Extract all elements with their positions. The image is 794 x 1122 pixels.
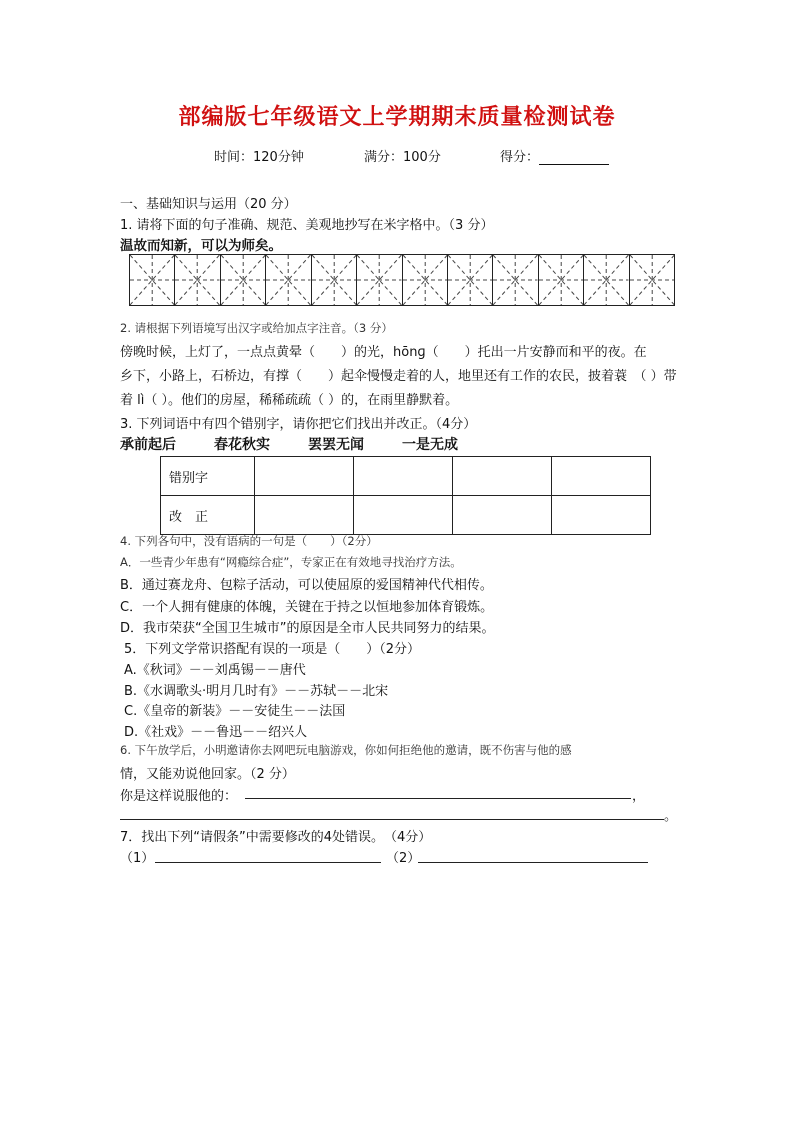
mizi-cell[interactable] — [312, 255, 357, 305]
q6-comma: ， — [632, 789, 646, 804]
mizi-cell[interactable] — [584, 255, 629, 305]
mizi-cell[interactable] — [175, 255, 220, 305]
question-3: 3. 下列词语中有四个错别字，请你把它们找出并改正。（4分） — [120, 417, 477, 432]
mizi-cell[interactable] — [539, 255, 584, 305]
mizi-grid[interactable] — [129, 254, 675, 306]
idiom-4: 一是无成 — [402, 437, 458, 453]
question-2: 2. 请根据下列语境写出汉字或给加点字注音。（3 分） — [120, 321, 393, 335]
table-row — [161, 457, 651, 496]
question-6: 6. 下午放学后，小明邀请你去网吧玩电脑游戏，你如何拒绝他的邀请，既不伤害与他的感 — [120, 743, 572, 757]
answer-line[interactable] — [245, 797, 631, 799]
mizi-cell[interactable] — [493, 255, 538, 305]
answer-cell[interactable] — [552, 496, 651, 535]
section-heading: 一、基础知识与运用（20 分） — [120, 197, 297, 212]
q5-option-b: B.《水调歌头·明月几时有》－－苏轼－－北宋 — [124, 684, 389, 699]
mizi-cell[interactable] — [357, 255, 402, 305]
question-7: 7．找出下列“请假条”中需要修改的4处错误。 （4分） — [120, 830, 432, 845]
answer-cell[interactable] — [453, 457, 552, 496]
q5-option-a: A.《秋词》－－刘禹锡－－唐代 — [124, 663, 306, 678]
answer-cell[interactable] — [255, 496, 354, 535]
score-label: 得分： — [500, 150, 540, 165]
q4-option-c: C．一个人拥有健康的体魄，关键在于持之以恒地参加体育锻炼。 — [120, 600, 494, 615]
question-5: 5．下列文学常识搭配有误的一项是（ ）（2分） — [124, 642, 421, 657]
answer-cell[interactable] — [255, 457, 354, 496]
question-4: 4. 下列各句中，没有语病的一句是（ ）（2分） — [120, 534, 378, 548]
answer-line[interactable] — [155, 861, 381, 863]
answer-cell[interactable] — [552, 457, 651, 496]
idiom-list — [120, 434, 496, 454]
q4-option-d: D．我市荣获“全国卫生城市”的原因是全市人民共同努力的结果。 — [120, 621, 495, 636]
idiom-1: 承前起后 — [120, 437, 176, 453]
mizi-cell[interactable] — [221, 255, 266, 305]
page-title: 部编版七年级语文上学期期末质量检测试卷 — [178, 105, 616, 130]
row-label-correct: 改 正 — [161, 496, 255, 535]
mizi-cell[interactable] — [630, 255, 674, 305]
mizi-cell[interactable] — [448, 255, 493, 305]
q2-line-1: 傍晚时候，上灯了，一点点黄晕（ ）的光，hōnɡ（ ）托出一片安静而和平的夜。在 — [120, 345, 647, 360]
copy-sentence: 温故而知新，可以为师矣。 — [120, 238, 282, 254]
score-blank[interactable] — [539, 150, 609, 165]
answer-line[interactable] — [418, 861, 648, 863]
question-6-cont: 情，又能劝说他回家。（2 分） — [120, 767, 295, 782]
q2-line-2: 乡下，小路上，石桥边，有撑（ ）起伞慢慢走着的人，地里还有工作的农民，披着蓑 （ ）带 — [120, 369, 677, 384]
idiom-2: 春花秋实 — [214, 437, 270, 453]
q5-option-d: D.《社戏》－－鲁迅－－绍兴人 — [124, 725, 308, 740]
q4-option-a: A．一些青少年患有“网瘾综合症”，专家正在有效地寻找治疗方法。 — [120, 555, 462, 569]
answer-cell[interactable] — [453, 496, 552, 535]
correction-table — [160, 456, 651, 535]
q7-num-1: （1） — [120, 851, 155, 866]
answer-cell[interactable] — [354, 457, 453, 496]
q5-option-c: C.《皇帝的新装》－－安徒生－－法国 — [124, 704, 346, 719]
question-1: 1. 请将下面的句子准确、规范、美观地抄写在米字格中。（3 分） — [120, 218, 494, 233]
q7-num-2: （2） — [386, 851, 421, 866]
mizi-cell[interactable] — [403, 255, 448, 305]
answer-cell[interactable] — [354, 496, 453, 535]
exam-time: 时间：120分钟 — [214, 150, 304, 165]
full-score: 满分：100分 — [364, 150, 441, 165]
q6-period: 。 — [664, 809, 678, 824]
mizi-cell[interactable] — [266, 255, 311, 305]
score-field — [500, 146, 609, 165]
q6-prompt: 你是这样说服他的： — [120, 789, 238, 804]
table-row — [161, 496, 651, 535]
idiom-3: 罢罢无闻 — [308, 437, 364, 453]
answer-line[interactable] — [120, 818, 664, 820]
q2-line-3: 着 lì（ ）。他们的房屋，稀稀疏疏（ ）的，在雨里静默着。 — [120, 393, 459, 408]
row-label-wrong: 错别字 — [161, 457, 255, 496]
q4-option-b: B．通过赛龙舟、包粽子活动，可以使屈原的爱国精神代代相传。 — [120, 578, 493, 593]
mizi-cell[interactable] — [130, 255, 175, 305]
